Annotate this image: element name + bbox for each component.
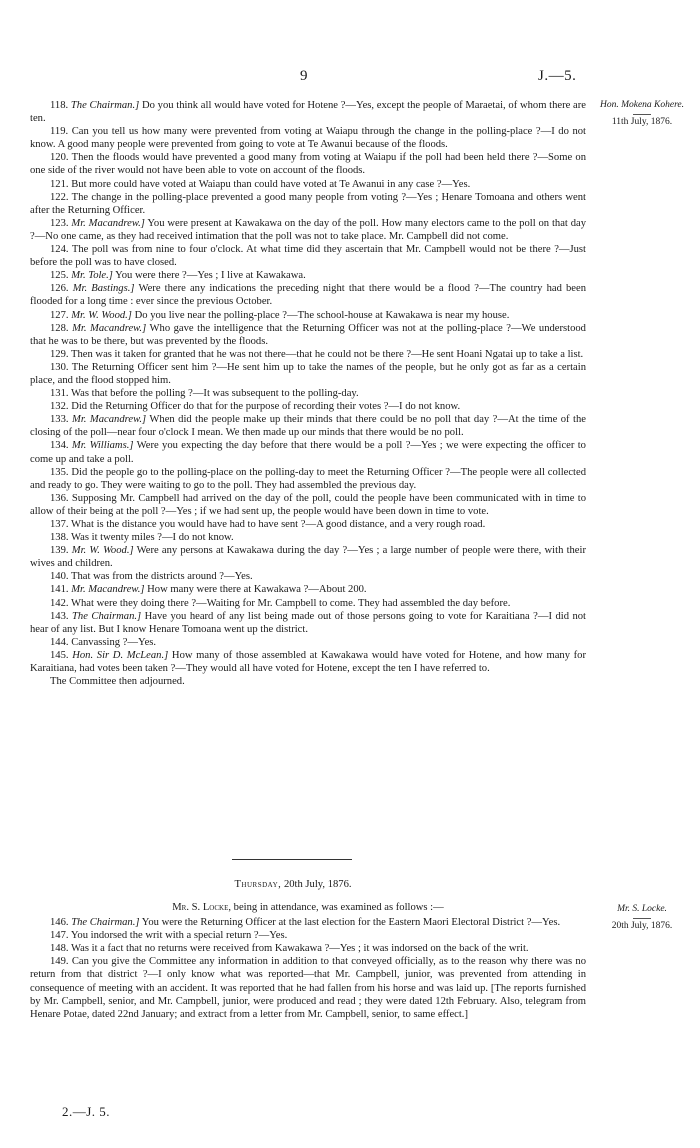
evidence-paragraph <box>30 322 586 348</box>
day-name: Thursday, <box>234 879 282 890</box>
question-answer-text: Then the floods would have prevented a good many from voting at Waiapu if the poll had been held there ?—Some on one side of the river would not have been able to vote on account of the floods. <box>30 152 586 177</box>
evidence-paragraph <box>30 955 586 1020</box>
question-number: 118. <box>50 100 69 111</box>
question-number: 128. <box>50 322 69 334</box>
speaker-name: The Chairman.] <box>70 100 140 111</box>
margin-witness-name: Hon. Mokena Kohere. <box>599 100 685 110</box>
question-number: 146. <box>50 917 69 929</box>
speaker-name: Mr. Macandrew.] <box>72 322 147 334</box>
evidence-paragraph <box>30 916 586 929</box>
adjournment-note: The Committee then adjourned. <box>50 676 185 688</box>
evidence-paragraph <box>30 309 586 322</box>
evidence-paragraph <box>30 518 586 531</box>
question-number: 131. <box>50 388 69 400</box>
evidence-paragraph <box>30 531 586 544</box>
question-number: 145. <box>50 649 69 661</box>
question-answer-text: Do you think all would have voted for Hotene ?—Yes, except the people of Maraetai, of whom there are ten. <box>30 100 586 125</box>
margin-note-witness-1 <box>588 100 696 128</box>
question-number: 134. <box>50 440 69 452</box>
witness-intro-text: being in attendance, was examined as follows :— <box>233 902 444 913</box>
question-answer-text: The Returning Officer sent him ?—He sent him up to take the names of the people, but he only got as far as a certain place, and the flood stopped him. <box>30 361 586 386</box>
evidence-paragraph <box>30 361 586 387</box>
question-answer-text: Was it a fact that no returns were received from Kawakawa ?—Yes ; it was indorsed on the back of the writ. <box>71 943 529 955</box>
speaker-name: Mr. Macandrew.] <box>71 217 145 229</box>
question-number: 119. <box>50 126 69 138</box>
question-answer-text: Do you live near the polling-place ?—The school-house at Kawakawa is near my house. <box>134 309 510 321</box>
question-answer-text: You were there ?—Yes ; I live at Kawakawa. <box>115 270 306 282</box>
question-answer-text: When did the people make up their minds that there could be no poll that day ?—At the time of the closing of the poll—near four o'clock I mean. We then made up our minds that there would be no poll. <box>30 414 586 439</box>
evidence-paragraph <box>30 191 586 217</box>
question-answer-text: How many of those assembled at Kawakawa would have voted for Hotene, and how many for Karaitiana, had votes been taken ?—They would all have voted for Hotene, except the ten I have referred to. <box>30 649 587 675</box>
speaker-name: The Chairman.] <box>72 610 142 622</box>
question-answer-text: That was from the districts around ?—Yes. <box>71 571 253 583</box>
question-number: 127. <box>50 309 69 321</box>
question-answer-text: Then was it taken for granted that he was not there—that he could not be there ?—He sent Hoani Ngatai up to take a list. <box>71 348 584 360</box>
margin-date: 11th July, 1876. <box>611 117 673 127</box>
question-number: 139. <box>50 545 69 557</box>
question-number: 120. <box>50 152 69 164</box>
question-answer-text: How many were there at Kawakawa ?—About 200. <box>147 584 367 596</box>
question-answer-text: Canvassing ?—Yes. <box>71 636 157 648</box>
question-answer-text: What is the distance you would have had to have sent ?—A good distance, and a very rough road. <box>71 519 486 530</box>
section-divider <box>232 859 352 860</box>
evidence-paragraph <box>30 583 586 596</box>
question-answer-text: Can you give the Committee any information in addition to that conveyed officially, as to the reason why there was no return from that district ?—I only know what was reported—that Mr. Campbell, junior, was prevented from attending in consequence of meeting with an accident. It was reported that he had fallen from his horse and was laid up. [The reports furnished by Mr. Campbell, senior, and Mr. Campbell, junior, were produced and read ; they were dated 12th February. Also, telegram from Henare Potae, dated 22nd January; and extract from a letter from Mr. Campbell, senior, to same effect.] <box>30 956 586 1020</box>
evidence-paragraph <box>30 178 586 191</box>
question-answer-text: You indorsed the writ with a special return ?—Yes. <box>70 930 288 942</box>
evidence-paragraph <box>30 636 586 649</box>
margin-rule <box>633 918 651 919</box>
speaker-name: Mr. Tole.] <box>71 270 113 282</box>
evidence-paragraph <box>30 387 586 400</box>
question-number: 126. <box>50 283 69 295</box>
speaker-name: Mr. Macandrew.] <box>71 584 145 596</box>
day-heading <box>0 879 586 890</box>
evidence-paragraph <box>30 243 586 269</box>
question-number: 141. <box>50 584 69 596</box>
evidence-paragraph <box>30 125 586 151</box>
question-number: 149. <box>50 956 69 968</box>
evidence-paragraph <box>30 400 586 413</box>
evidence-paragraph <box>30 439 586 465</box>
question-answer-text: You were present at Kawakawa on the day of the poll. How many electors came to the poll on that day ?—No one came, as they had received intimation that the poll was not to take place. Mr. Campbell did not come. <box>30 217 586 242</box>
evidence-paragraph <box>30 570 586 583</box>
question-answer-text: Was that before the polling ?—It was subsequent to the polling-day. <box>71 388 359 400</box>
margin-witness-name: Mr. S. Locke. <box>617 904 667 914</box>
question-number: 137. <box>50 519 69 530</box>
witness-name: Mr. S. Locke, <box>172 902 232 913</box>
speaker-name: Mr. W. Wood.] <box>71 309 132 321</box>
question-number: 129. <box>50 348 69 360</box>
evidence-paragraph <box>30 597 586 610</box>
witness-intro <box>30 901 586 914</box>
question-answer-text: Did the people go to the polling-place on the polling-day to meet the Returning Officer ?—The people were all collected and ready to go. They were waiting to go to the poll. They had assembled the previous day. <box>30 466 586 491</box>
signature-text: 2.—J. 5. <box>62 1104 111 1119</box>
evidence-paragraph <box>30 413 586 439</box>
question-number: 144. <box>50 636 69 648</box>
document-reference: J.—5. <box>538 68 577 84</box>
question-number: 147. <box>50 930 69 942</box>
evidence-paragraph <box>30 929 586 942</box>
question-number: 143. <box>50 610 69 622</box>
question-number: 121. <box>50 178 69 190</box>
question-answer-text: The change in the polling-place prevented a good many people from voting ?—Yes ; Henare Tomoana and others went after the Returning Officer. <box>30 191 586 216</box>
question-answer-text: Was it twenty miles ?—I do not know. <box>71 532 234 544</box>
question-answer-text: Supposing Mr. Campbell had arrived on the day of the poll, could the people have been communicated with in time to allow of their being at the poll ?—Yes ; if we had sent up, the people would have been down in time to vote. <box>30 492 586 517</box>
question-answer-text: The poll was from nine to four o'clock. At what time did they ascertain that Mr. Campbell would not be there ?—Just before the poll was to have closed. <box>30 244 587 269</box>
speaker-name: Mr. W. Wood.] <box>71 545 134 557</box>
question-number: 148. <box>50 943 69 955</box>
question-answer-text: Were any persons at Kawakawa during the day ?—Yes ; a large number of people were there, with their wives and children. <box>30 545 586 570</box>
question-number: 130. <box>50 361 69 373</box>
question-answer-text: Were there any indications the preceding night that there would be a flood ?—The country had been flooded for a long time : ever since the previous October. <box>30 283 586 308</box>
question-number: 133. <box>50 414 69 426</box>
speaker-name: Mr. Williams.] <box>71 440 134 452</box>
evidence-paragraph <box>30 544 586 570</box>
speaker-name: Mr. Macandrew.] <box>72 414 147 426</box>
margin-note-witness-2 <box>588 904 696 932</box>
question-number: 125. <box>50 270 69 282</box>
evidence-paragraph <box>30 217 586 243</box>
evidence-paragraph <box>30 466 586 492</box>
question-number: 135. <box>50 466 69 478</box>
page-number: 9 <box>300 68 308 84</box>
evidence-paragraph <box>30 348 586 361</box>
margin-date: 20th July, 1876. <box>611 921 673 931</box>
margin-rule <box>633 114 651 115</box>
question-answer-text: Have you heard of any list being made out of those persons going to vote for Karaitiana ?—I did not hear of any list. But I know Henare Tomoana went up the district. <box>30 610 587 635</box>
question-number: 138. <box>50 532 69 544</box>
evidence-paragraph <box>30 610 586 636</box>
speaker-name: Hon. Sir D. McLean.] <box>72 649 169 661</box>
speaker-name: Mr. Bastings.] <box>72 283 135 295</box>
evidence-paragraph <box>30 282 586 308</box>
evidence-column <box>30 99 586 688</box>
evidence-paragraph <box>30 492 586 518</box>
question-answer-text: Who gave the intelligence that the Returning Officer was not at the polling-place ?—We understood that he was to be there, but was prevented by the floods. <box>30 322 586 347</box>
question-answer-text: Can you tell us how many were prevented from voting at Waiapu through the change in the polling-place ?—I do not know. A good many people were prevented from going to vote at Te Awanui because of the floods. <box>30 126 586 151</box>
evidence-paragraph <box>30 151 586 177</box>
question-answer-text: What were they doing there ?—Waiting for Mr. Campbell to come. They had assembled the day before. <box>71 597 511 609</box>
evidence-paragraph <box>30 269 586 282</box>
question-number: 142. <box>50 597 69 609</box>
question-number: 132. <box>50 401 69 413</box>
question-number: 140. <box>50 571 69 583</box>
question-number: 123. <box>50 217 69 229</box>
evidence-paragraph <box>30 99 586 125</box>
page-signature <box>62 1104 110 1120</box>
evidence-column-second <box>30 901 586 1021</box>
speaker-name: The Chairman.] <box>71 917 140 929</box>
question-number: 122. <box>50 191 69 203</box>
question-answer-text: You were the Returning Officer at the last election for the Eastern Maori Electoral District ?—Yes. <box>141 917 561 929</box>
question-number: 124. <box>50 244 69 256</box>
question-number: 136. <box>50 492 69 504</box>
question-answer-text: But more could have voted at Waiapu than could have voted at Te Awanui in any case ?—Yes. <box>71 178 471 190</box>
day-date: 20th July, 1876. <box>283 879 352 890</box>
question-answer-text: Did the Returning Officer do that for the purpose of recording their votes ?—I do not know. <box>71 401 461 413</box>
evidence-paragraph <box>30 649 586 675</box>
question-answer-text: Were you expecting the day before that there would be a poll ?—Yes ; we were expecting the officer to come up and take a poll. <box>30 440 586 465</box>
evidence-paragraph <box>30 942 586 955</box>
